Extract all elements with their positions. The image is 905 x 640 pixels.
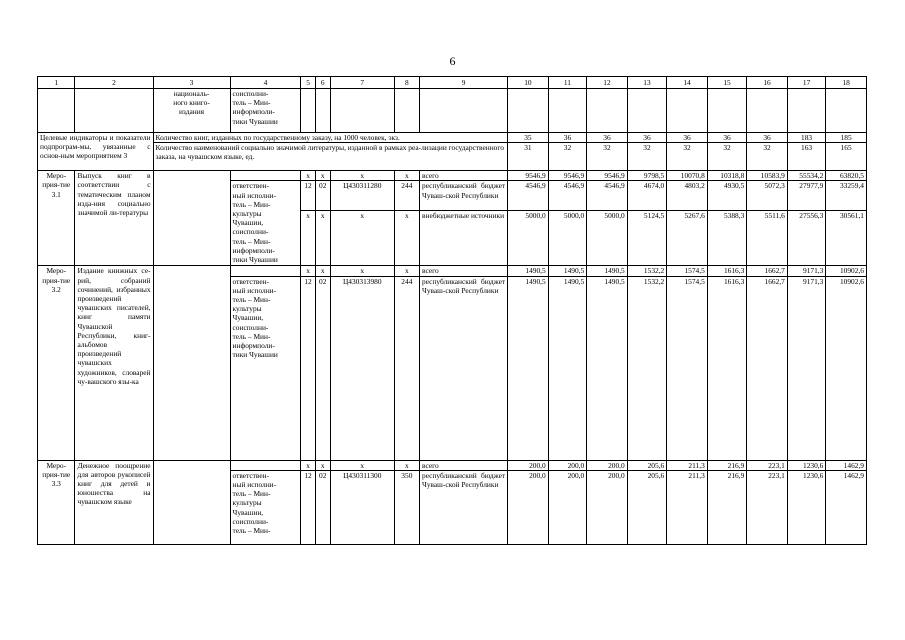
measure-name: Выпуск книг в соответствии с тематическим планом изда-ния социально значимой ли-тературы: [75, 171, 153, 266]
value-cell: 1532,2: [627, 266, 667, 276]
value-cell: 200,0: [548, 460, 587, 470]
budget-table: [37, 76, 867, 545]
measure-3-1-total-row: Меро-прия-тие 3.1 Выпуск книг в соответствии с тематическим планом изда-ния социально значимой ли-тературы x x x x всего 9546,9 9546,9 9546,9 9798,5 10070,8 10318,8 10583,9 55534,2 63820,5: [38, 171, 867, 181]
funding-source: всего: [420, 266, 508, 276]
value-cell: 10583,9: [747, 171, 788, 181]
value-cell: 5000,0: [548, 211, 587, 266]
funding-source: внебюджетные источники: [420, 211, 508, 266]
measure-3-1-extrabudget-row: x x x x внебюджетные источники 5000,0 5000,0 5000,0 5124,5 5267,6 5388,3 5511,6 27556,3 30561,1: [38, 211, 867, 266]
value-cell: 35: [508, 133, 549, 143]
value-cell: 5072,3: [747, 181, 788, 211]
value-cell: 223,1: [747, 460, 788, 470]
value-cell: 205,6: [627, 460, 667, 470]
value-cell: 36: [747, 133, 788, 143]
value-cell: 36: [627, 133, 667, 143]
measure-name: Издание книжных се-рий, собраний сочинений, избранных произведений чувашских писателей, книг памяти Чувашской Республики, книг-альбомов произведений чувашских художников, словарей чу-вашского язы-ка: [75, 266, 153, 460]
indicator-row: [38, 133, 867, 143]
column-number-row: [38, 77, 867, 89]
value-cell: 36: [707, 133, 747, 143]
value-cell: 1490,5: [508, 266, 549, 276]
value-cell: 1662,7: [747, 266, 788, 276]
value-cell: 9798,5: [627, 171, 667, 181]
value-cell: 1490,5: [548, 276, 587, 460]
value-cell: 1532,2: [627, 276, 667, 460]
page-number: 6: [449, 54, 456, 68]
value-cell: 5267,6: [667, 211, 708, 266]
column-number: 3: [153, 77, 230, 89]
funding-source: всего: [420, 460, 508, 470]
funding-source: республиканский бюджет Чуваш-ской Республики: [420, 181, 508, 211]
value-cell: 4546,9: [548, 181, 587, 211]
column-number: 10: [508, 77, 549, 89]
column-number: 9: [420, 77, 508, 89]
value-cell: 36: [667, 133, 708, 143]
value-cell: 1462,9: [826, 460, 867, 470]
value-cell: 1490,5: [587, 276, 628, 460]
value-cell: 4546,9: [508, 181, 549, 211]
continuation-responsible-cell: соисполни- тель – Мин- информполи- тики Чувашии: [230, 89, 301, 133]
indicator-row: [38, 143, 867, 171]
continuation-name-cell: националь- ного книго- издания: [153, 89, 230, 133]
value-cell: 223,1: [747, 470, 788, 544]
column-number: 13: [627, 77, 667, 89]
column-number: 14: [667, 77, 708, 89]
value-cell: 1616,3: [707, 276, 747, 460]
funding-source: республиканский бюджет Чуваш-ской Республики: [420, 470, 508, 544]
value-cell: 1230,6: [787, 470, 826, 544]
value-cell: 10902,6: [826, 276, 867, 460]
measure-label: Меро-прия-тие 3.1: [38, 171, 75, 266]
value-cell: 5124,5: [627, 211, 667, 266]
value-cell: 200,0: [587, 460, 628, 470]
value-cell: 5000,0: [508, 211, 549, 266]
value-cell: 9546,9: [508, 171, 549, 181]
column-number: 11: [548, 77, 587, 89]
value-cell: 205,6: [627, 470, 667, 544]
continuation-row: [38, 89, 867, 133]
value-cell: 31: [508, 143, 549, 171]
value-cell: 1490,5: [548, 266, 587, 276]
measure-3-2-total-row: Меро-прия-тие 3.2 Издание книжных се-рий, собраний сочинений, избранных произведений чувашских писателей, книг памяти Чувашской Республики, книг-альбомов произведений чувашских художников, словарей чу-вашского язы-ка x x x x всего 1490,5 1490,5 1490,5 1532,2 1574,5 1616,3 1662,7 9171,3 10902,6: [38, 266, 867, 276]
indicator-text: Количество книг, изданных по государственному заказу, на 1000 человек, экз.: [153, 133, 508, 143]
value-cell: 211,3: [667, 470, 708, 544]
value-cell: 200,0: [548, 470, 587, 544]
measure-3-3-republican-row: ответствен- ный исполни- тель – Мин- культуры Чувашии, соисполни- тель – Мин- 12 02 Ц430311300 350 республиканский бюджет Чуваш-ской Республики 200,0 200,0 200,0 205,6 211,3 216,9 223,1 1230,6 1462,9: [38, 470, 867, 544]
measure-label: Меро-прия-тие 3.3: [38, 460, 75, 544]
column-number: 6: [315, 77, 330, 89]
measure-3-1-republican-row: ответствен- ный исполни- тель – Мин- культуры Чувашии, соисполни- тель – Мин- информполи- тики Чувашии 12 02 Ц430311280 244 республиканский бюджет Чуваш-ской Республики 4546,9 4546,9 4546,9 4674,0 4803,2 4930,5 5072,3 27977,9 33259,4: [38, 181, 867, 211]
value-cell: 32: [667, 143, 708, 171]
value-cell: 1574,5: [667, 266, 708, 276]
column-number: 5: [301, 77, 315, 89]
value-cell: 5388,3: [707, 211, 747, 266]
value-cell: 165: [826, 143, 867, 171]
value-cell: 1490,5: [587, 266, 628, 276]
value-cell: 216,9: [707, 470, 747, 544]
value-cell: 5511,6: [747, 211, 788, 266]
value-cell: 32: [747, 143, 788, 171]
value-cell: 1490,5: [508, 276, 549, 460]
value-cell: 9546,9: [548, 171, 587, 181]
measure-3-2-republican-row: ответствен- ный исполни- тель – Мин- культуры Чувашии, соисполни- тель – Мин- информполи- тики Чувашии 12 02 Ц430313980 244 республиканский бюджет Чуваш-ской Республики 1490,5 1490,5 1490,5 1532,2 1574,5 1616,3 1662,7 9171,3 10902,6: [38, 276, 867, 460]
column-number: 8: [394, 77, 419, 89]
value-cell: 163: [787, 143, 826, 171]
indicator-text: Количество наименований социально значимой литературы, изданной в рамках реа-лизации государственного заказа, на чувашском языке, ед.: [153, 143, 508, 171]
value-cell: 1230,6: [787, 460, 826, 470]
value-cell: 32: [707, 143, 747, 171]
value-cell: 1616,3: [707, 266, 747, 276]
value-cell: 4546,9: [587, 181, 628, 211]
value-cell: 5000,0: [587, 211, 628, 266]
column-number: 17: [787, 77, 826, 89]
value-cell: 200,0: [508, 470, 549, 544]
value-cell: 216,9: [707, 460, 747, 470]
value-cell: 200,0: [587, 470, 628, 544]
column-number: 15: [707, 77, 747, 89]
value-cell: 1574,5: [667, 276, 708, 460]
measure-3-3-total-row: Меро-прия-тие 3.3 Денежное поощрение для авторов рукописей книг для детей и юношества на чувашском языке x x x x всего 200,0 200,0 200,0 205,6 211,3 216,9 223,1 1230,6 1462,9: [38, 460, 867, 470]
responsible-cell: ответствен- ный исполни- тель – Мин- культуры Чувашии, соисполни- тель – Мин- информполи- тики Чувашии: [230, 181, 301, 266]
value-cell: 30561,1: [826, 211, 867, 266]
value-cell: 55534,2: [787, 171, 826, 181]
measure-label: Меро-прия-тие 3.2: [38, 266, 75, 460]
value-cell: 32: [548, 143, 587, 171]
value-cell: 4803,2: [667, 181, 708, 211]
value-cell: 211,3: [667, 460, 708, 470]
value-cell: 63820,5: [826, 171, 867, 181]
value-cell: 9546,9: [587, 171, 628, 181]
column-number: 7: [330, 77, 394, 89]
value-cell: 27977,9: [787, 181, 826, 211]
funding-source: всего: [420, 171, 508, 181]
column-number: 2: [75, 77, 153, 89]
value-cell: 10318,8: [707, 171, 747, 181]
value-cell: 32: [627, 143, 667, 171]
value-cell: 4674,0: [627, 181, 667, 211]
value-cell: 27556,3: [787, 211, 826, 266]
column-number: 12: [587, 77, 628, 89]
value-cell: 183: [787, 133, 826, 143]
value-cell: 1462,9: [826, 470, 867, 544]
value-cell: 1662,7: [747, 276, 788, 460]
column-number: 1: [38, 77, 75, 89]
value-cell: 9171,3: [787, 276, 826, 460]
value-cell: 9171,3: [787, 266, 826, 276]
responsible-cell: ответствен- ный исполни- тель – Мин- культуры Чувашии, соисполни- тель – Мин-: [230, 470, 301, 544]
column-number: 16: [747, 77, 788, 89]
responsible-cell: ответствен- ный исполни- тель – Мин- культуры Чувашии, соисполни- тель – Мин- информполи- тики Чувашии: [230, 276, 301, 460]
measure-name: Денежное поощрение для авторов рукописей книг для детей и юношества на чувашском языке: [75, 460, 153, 544]
column-number: 4: [230, 77, 301, 89]
value-cell: 36: [587, 133, 628, 143]
value-cell: 10070,8: [667, 171, 708, 181]
indicators-label: Целевые индикаторы и показатели подпрограм-мы, увязанные с основ-ным мероприятием 3: [38, 133, 154, 171]
value-cell: 200,0: [508, 460, 549, 470]
column-number: 18: [826, 77, 867, 89]
value-cell: 36: [548, 133, 587, 143]
value-cell: 32: [587, 143, 628, 171]
value-cell: 10902,6: [826, 266, 867, 276]
value-cell: 4930,5: [707, 181, 747, 211]
value-cell: 185: [826, 133, 867, 143]
value-cell: 33259,4: [826, 181, 867, 211]
funding-source: республиканский бюджет Чуваш-ской Республики: [420, 276, 508, 460]
